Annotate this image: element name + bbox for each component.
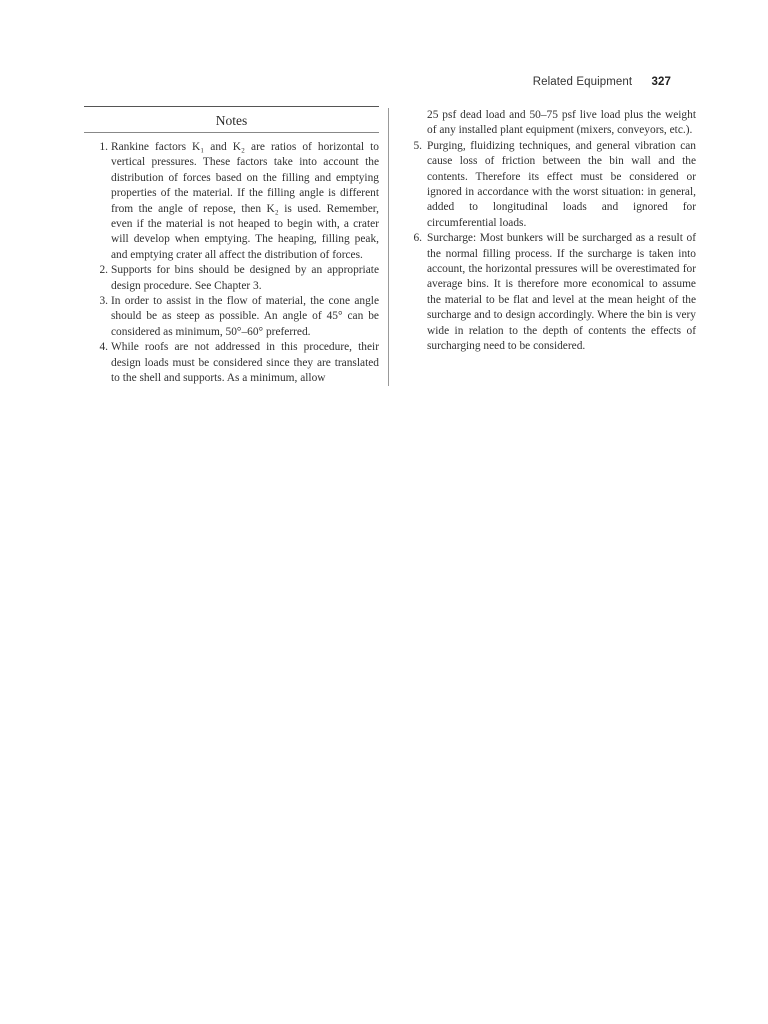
note-text: Surcharge: Most bunkers will be surcharged as a result of the normal filling process. If the surcharge is taken into account, the horizontal pressures will be overestimated for average bins. It is therefore more economical to assume the material to be flat and level at the mean height of the surcharge and to design accordingly. Where the bin is very wide in relation to the depth of contents the effects of surcharging need to be considered. xyxy=(427,232,696,353)
running-head xyxy=(533,76,671,88)
note-number: 5. xyxy=(413,139,422,152)
note-item-2 xyxy=(84,263,379,294)
notes-title: Notes xyxy=(215,113,248,128)
note-number: 4. xyxy=(99,341,108,354)
note-number: 3. xyxy=(99,295,108,308)
note-item-4 xyxy=(84,340,379,386)
note-number: 6. xyxy=(413,232,422,245)
notes-list-right xyxy=(398,108,696,355)
note-item-5 xyxy=(398,139,696,231)
running-head-section: Related Equipment xyxy=(532,76,633,88)
note-text: In order to assist in the flow of material, the cone angle should be as steep as possible. An angle of 45° can be considered as minimum, 50°–60° preferred. xyxy=(111,295,379,338)
notes-column-right xyxy=(398,108,696,355)
note-text: Purging, fluidizing techniques, and general vibration can cause loss of friction between the bin wall and the contents. Therefore its effect must be considered or ignored in accordance with the worst situation: in general, added to longitudinal loads and ignored for circumferential loads. xyxy=(427,139,696,229)
note-item-4-continued xyxy=(398,108,696,139)
notes-list-left xyxy=(84,140,379,387)
column-divider xyxy=(388,108,389,386)
notes-column-left xyxy=(84,106,379,387)
note-text: 25 psf dead load and 50–75 psf live load plus the weight of any installed plant equipment (mixers, conveyors, etc.). xyxy=(427,109,696,137)
note-number: 2. xyxy=(99,264,108,277)
page-number: 327 xyxy=(651,76,671,88)
note-text: While roofs are not addressed in this procedure, their design loads must be considered since they are translated to the shell and supports. As a minimum, allow xyxy=(111,341,379,385)
note-text: Supports for bins should be designed by an appropriate design procedure. See Chapter 3. xyxy=(111,264,379,292)
note-number: 1. xyxy=(99,141,108,153)
note-item-6 xyxy=(398,231,696,354)
note-item-1 xyxy=(84,140,379,263)
notes-title-rule xyxy=(84,132,379,133)
note-text: Rankine factors K₁ and K₂ are ratios of horizontal to vertical pressures. These factors take into account the distribution of forces based on the filling and emptying properties of the material. If the filling angle is different from the angle of repose, then K₂ is used. Remember, even if the material is not heaped to begin with, a crater will develop when emptying. The heaping, filling peak, and emptying crater all affect the distribution of forces. xyxy=(111,141,379,261)
note-item-3 xyxy=(84,294,379,340)
